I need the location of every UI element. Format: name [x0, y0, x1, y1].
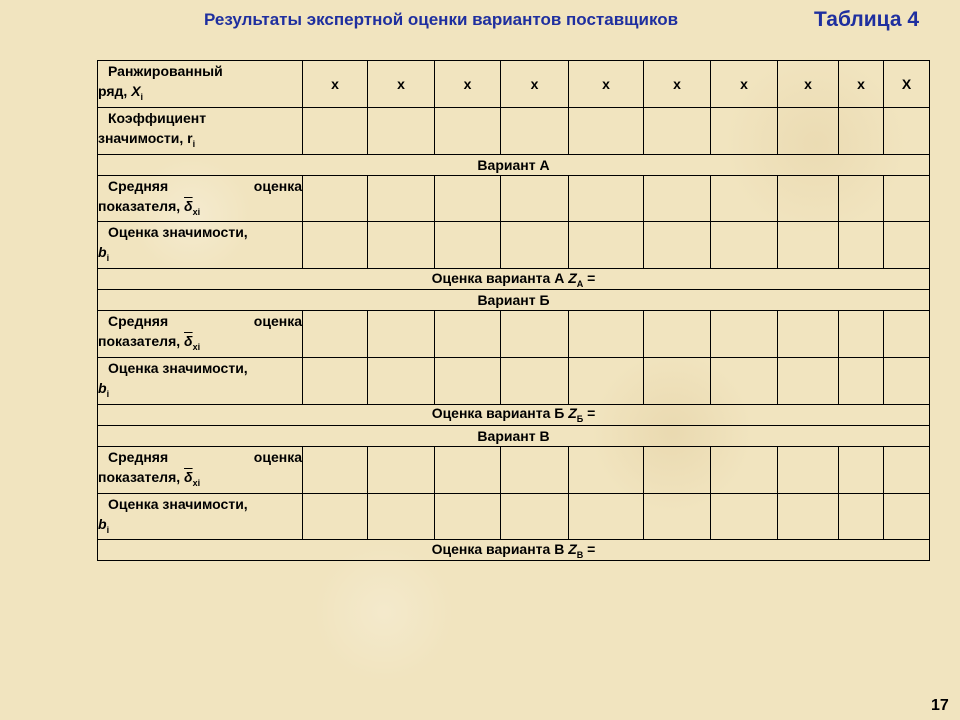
score-eq: =	[587, 540, 596, 557]
significance-row	[98, 222, 930, 269]
x-mark-cell: x	[501, 61, 569, 108]
significance-row-cell	[644, 493, 711, 540]
mean-score-row-cell	[303, 175, 368, 222]
weight-row	[98, 107, 930, 154]
variant-score-row	[98, 404, 930, 425]
variant-score	[98, 404, 930, 425]
significance-row-cell	[501, 222, 569, 269]
ranked-row-label	[98, 61, 303, 108]
ranked-row	[98, 61, 930, 108]
slide-title: Результаты экспертной оценки вариантов поставщиков	[204, 10, 679, 29]
var-symbol: b	[98, 244, 107, 261]
delta-symbol: $\overline{\delta}$	[184, 468, 193, 485]
label-word: оценка	[253, 313, 302, 330]
variant-name: Вариант В	[98, 425, 930, 446]
significance-row-cell	[711, 222, 778, 269]
weight-row-cell	[303, 107, 368, 154]
mean-score-row-cell	[884, 175, 930, 222]
label-line: показателя,	[98, 333, 181, 350]
mean-score-row-cell	[368, 311, 435, 358]
significance-row-cell	[435, 357, 501, 404]
significance-row-cell	[435, 222, 501, 269]
weight-row-cell	[368, 107, 435, 154]
mean-score-label	[98, 175, 303, 222]
variant-score-row	[98, 269, 930, 290]
weight-row-cell	[778, 107, 839, 154]
score-sub: В	[576, 549, 584, 560]
mean-score-row-cell	[644, 311, 711, 358]
table-label: Таблица 4	[814, 8, 920, 31]
significance-row-cell	[884, 357, 930, 404]
significance-row-cell	[711, 493, 778, 540]
significance-row-cell	[368, 357, 435, 404]
delta-symbol: $\overline{\delta}$	[184, 197, 193, 214]
significance-row-cell	[303, 493, 368, 540]
var-subscript: xi	[192, 341, 201, 352]
mean-score-row-cell	[711, 175, 778, 222]
score-var: Z	[568, 269, 577, 286]
variant-name: Вариант А	[98, 154, 930, 175]
significance-row	[98, 357, 930, 404]
var-symbol: X	[131, 83, 141, 99]
score-sub: А	[576, 278, 584, 289]
significance-row-cell	[778, 222, 839, 269]
significance-row-cell	[435, 493, 501, 540]
significance-row-cell	[368, 222, 435, 269]
label-line: значимости,	[98, 129, 184, 146]
score-eq: =	[587, 269, 596, 286]
significance-row-cell	[569, 222, 644, 269]
score-eq: =	[587, 405, 596, 422]
label-line: Оценка значимости,	[108, 224, 248, 241]
label-line: Оценка значимости,	[108, 359, 248, 376]
significance-row-cell	[839, 222, 884, 269]
significance-row-cell	[711, 357, 778, 404]
x-mark-cell: x	[368, 61, 435, 108]
mean-score-row-cell	[303, 446, 368, 493]
mean-score-row	[98, 311, 930, 358]
mean-score-row-cell	[644, 175, 711, 222]
mean-score-row-cell	[435, 175, 501, 222]
var-symbol: b	[98, 515, 107, 532]
weight-row-cell	[884, 107, 930, 154]
var-subscript: i	[106, 253, 110, 264]
significance-row-cell	[501, 357, 569, 404]
variant-score	[98, 269, 930, 290]
weight-row-cell	[501, 107, 569, 154]
mean-score-row	[98, 446, 930, 493]
var-symbol: b	[98, 379, 107, 396]
label-word: оценка	[253, 448, 302, 465]
significance-row-cell	[778, 493, 839, 540]
score-label: Оценка варианта Б	[431, 405, 565, 422]
significance-label	[98, 357, 303, 404]
mean-score-row-cell	[711, 311, 778, 358]
evaluation-table	[97, 60, 930, 561]
mean-score-row-cell	[711, 446, 778, 493]
label-word: оценка	[253, 177, 302, 194]
variant-header-row	[98, 425, 930, 446]
significance-row-cell	[303, 357, 368, 404]
var-symbol: r	[187, 129, 193, 146]
mean-score-label	[98, 311, 303, 358]
score-label: Оценка варианта В	[431, 540, 565, 557]
mean-score-row-cell	[839, 446, 884, 493]
significance-row-cell	[778, 357, 839, 404]
mean-score-row-cell	[368, 446, 435, 493]
significance-label	[98, 493, 303, 540]
var-subscript: xi	[192, 206, 201, 217]
label-word: Средняя	[108, 448, 169, 465]
variant-header-row	[98, 290, 930, 311]
mean-score-label	[98, 446, 303, 493]
mean-score-row-cell	[884, 311, 930, 358]
significance-row-cell	[644, 357, 711, 404]
weight-row-cell	[711, 107, 778, 154]
label-line: Коэффициент	[108, 109, 207, 126]
page-number: 17	[931, 697, 949, 714]
x-mark-cell: x	[303, 61, 368, 108]
variant-score-row	[98, 540, 930, 561]
label-line: ряд,	[98, 83, 128, 99]
mean-score-row-cell	[435, 311, 501, 358]
x-mark-cell: x	[711, 61, 778, 108]
variant-header-row	[98, 154, 930, 175]
mean-score-row-cell	[501, 446, 569, 493]
label-line: показателя,	[98, 197, 181, 214]
x-mark-cell: x	[435, 61, 501, 108]
var-subscript: i	[106, 388, 110, 399]
mean-score-row-cell	[778, 446, 839, 493]
mean-score-row-cell	[644, 446, 711, 493]
mean-score-row-cell	[569, 446, 644, 493]
mean-score-row-cell	[435, 446, 501, 493]
weight-row-cell	[644, 107, 711, 154]
weight-row-label	[98, 107, 303, 154]
var-subscript: i	[106, 524, 110, 535]
mean-score-row-cell	[884, 446, 930, 493]
significance-row-cell	[501, 493, 569, 540]
label-line: показателя,	[98, 468, 181, 485]
mean-score-row-cell	[839, 311, 884, 358]
label-word: Средняя	[108, 313, 169, 330]
label-line: Ранжированный	[108, 63, 223, 79]
mean-score-row-cell	[569, 311, 644, 358]
var-subscript: xi	[192, 477, 201, 488]
significance-row-cell	[303, 222, 368, 269]
score-var: Z	[568, 405, 577, 422]
mean-score-row-cell	[501, 311, 569, 358]
weight-row-cell	[569, 107, 644, 154]
significance-row-cell	[569, 357, 644, 404]
x-mark-cell: x	[839, 61, 884, 108]
x-mark-cell: x	[778, 61, 839, 108]
label-line: Оценка значимости,	[108, 495, 248, 512]
x-mark-cell: x	[569, 61, 644, 108]
mean-score-row-cell	[569, 175, 644, 222]
score-var: Z	[568, 540, 577, 557]
mean-score-row-cell	[501, 175, 569, 222]
mean-score-row-cell	[778, 175, 839, 222]
significance-row-cell	[884, 222, 930, 269]
score-label: Оценка варианта А	[431, 269, 565, 286]
variant-name: Вариант Б	[98, 290, 930, 311]
significance-row-cell	[569, 493, 644, 540]
delta-symbol: $\overline{\delta}$	[184, 333, 193, 350]
significance-row	[98, 493, 930, 540]
weight-row-cell	[435, 107, 501, 154]
mean-score-row-cell	[368, 175, 435, 222]
x-mark-cell: x	[644, 61, 711, 108]
significance-row-cell	[644, 222, 711, 269]
significance-label	[98, 222, 303, 269]
significance-row-cell	[839, 357, 884, 404]
variant-score	[98, 540, 930, 561]
var-subscript: i	[192, 138, 196, 149]
score-sub: Б	[576, 414, 584, 425]
x-mark-cell: X	[884, 61, 930, 108]
mean-score-row-cell	[303, 311, 368, 358]
var-subscript: i	[140, 91, 144, 102]
label-word: Средняя	[108, 177, 169, 194]
significance-row-cell	[839, 493, 884, 540]
significance-row-cell	[884, 493, 930, 540]
mean-score-row-cell	[839, 175, 884, 222]
weight-row-cell	[839, 107, 884, 154]
significance-row-cell	[368, 493, 435, 540]
mean-score-row	[98, 175, 930, 222]
mean-score-row-cell	[778, 311, 839, 358]
